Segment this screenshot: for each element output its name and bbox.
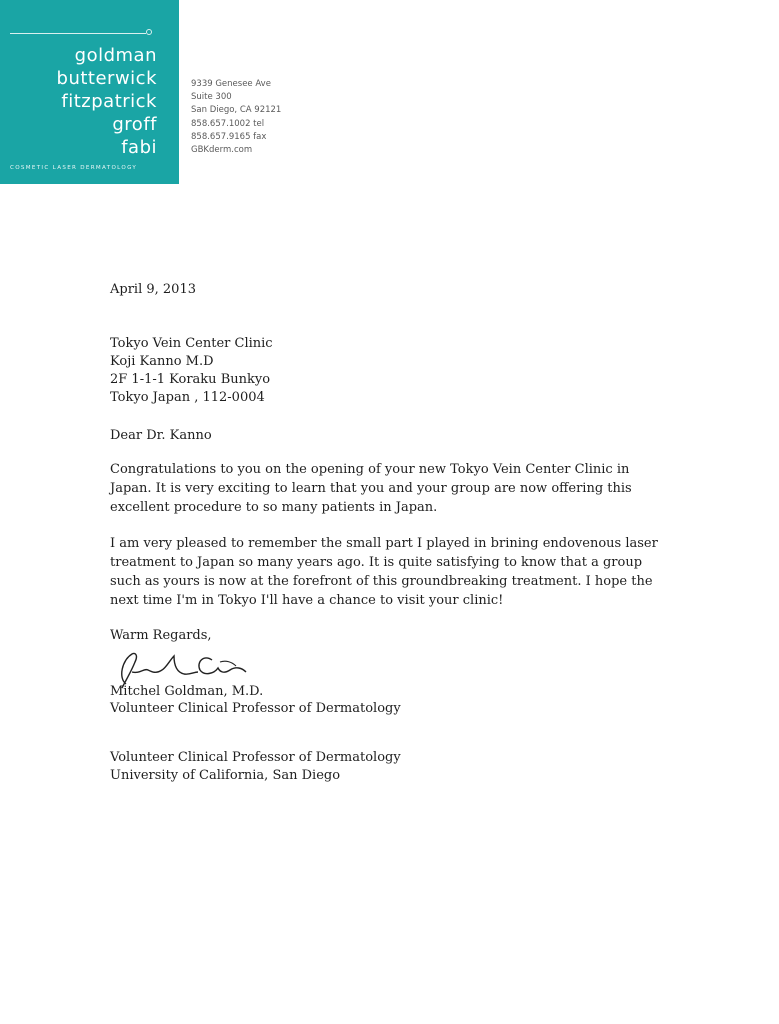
paragraph-line: I am very pleased to remember the small part I played in brining endovenous laser (110, 536, 658, 551)
paragraph-line: Japan. It is very exciting to learn that you and your group are now offering this (110, 481, 632, 496)
closing: Warm Regards, (110, 628, 212, 643)
address-suite: Suite 300 (191, 92, 232, 103)
paragraph-line: Congratulations to you on the opening of your new Tokyo Vein Center Clinic in (110, 462, 630, 477)
recipient-line: Koji Kanno M.D (110, 354, 214, 369)
logo-divider-dot (146, 29, 152, 35)
recipient-line: 2F 1-1-1 Koraku Bunkyo (110, 372, 271, 387)
recipient-line: Tokyo Japan , 112-0004 (110, 390, 265, 405)
paragraph-line: excellent procedure to so many patients in Japan. (110, 500, 438, 515)
signer-title-short: Volunteer Clinical Professor of Dermatology (110, 701, 401, 716)
logo-tagline: COSMETIC LASER DERMATOLOGY (10, 165, 138, 171)
signature (108, 648, 258, 692)
logo-name-2: butterwick (56, 68, 157, 89)
salutation: Dear Dr. Kanno (110, 428, 212, 443)
letterhead-address (191, 78, 281, 157)
logo-name-5: fabi (121, 137, 157, 158)
signer-affiliation-line: University of California, San Diego (110, 768, 341, 783)
address-phone: 858.657.1002 tel (191, 118, 265, 129)
logo-name-4: groff (112, 114, 157, 135)
letterhead-logo (0, 0, 179, 184)
letter-date: April 9, 2013 (110, 282, 196, 297)
signer-title-line: Volunteer Clinical Professor of Dermatology (110, 750, 401, 765)
paragraph-line: treatment to Japan so many years ago. It is quite satisfying to know that a group (110, 555, 643, 570)
paragraph-line: such as yours is now at the forefront of this groundbreaking treatment. I hope the (110, 574, 653, 589)
logo-name-3: fitzpatrick (61, 91, 157, 112)
logo-name-1: goldman (74, 45, 157, 66)
address-fax: 858.657.9165 fax (191, 131, 267, 142)
paragraph-line: next time I'm in Tokyo I'll have a chance to visit your clinic! (110, 593, 504, 608)
logo-names (57, 44, 157, 159)
signer-name: Mitchel Goldman, M.D. (110, 684, 264, 699)
address-website: GBKderm.com (191, 145, 253, 156)
recipient-line: Tokyo Vein Center Clinic (110, 336, 273, 351)
address-city: San Diego, CA 92121 (191, 105, 282, 116)
address-street: 9339 Genesee Ave (191, 79, 271, 89)
logo-divider (10, 33, 146, 34)
